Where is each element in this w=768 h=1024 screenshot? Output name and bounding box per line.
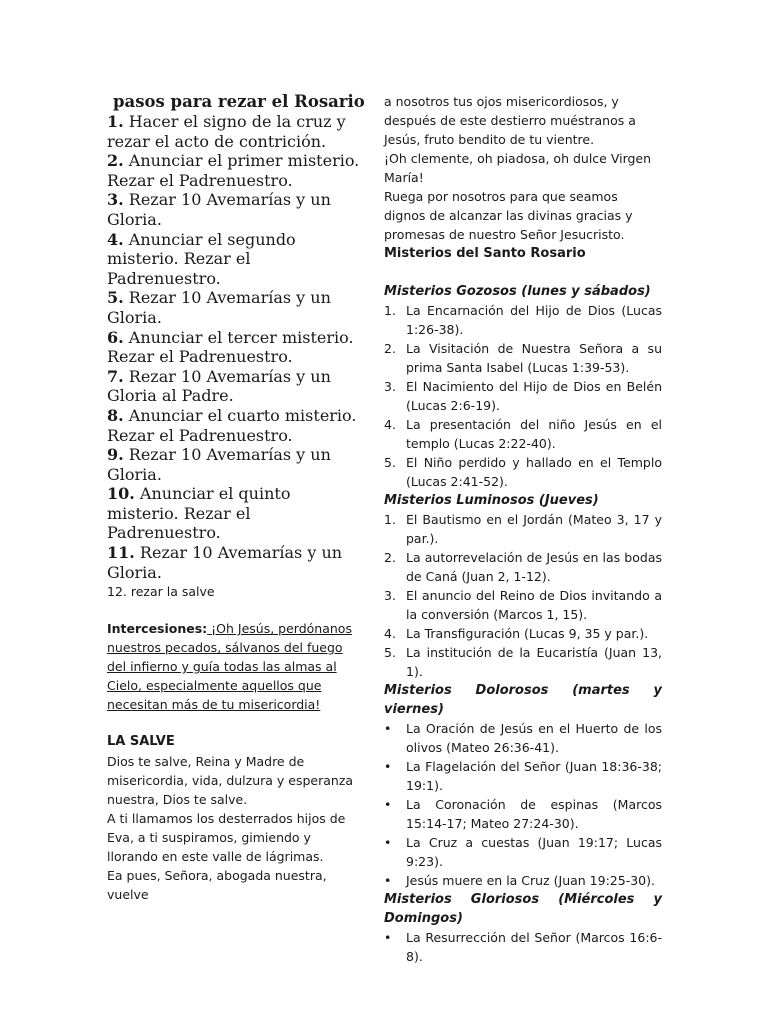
salve-continuation-2: ¡Oh clemente, oh piadosa, oh dulce Virgen María! xyxy=(384,151,652,185)
luminous-mysteries-list xyxy=(384,510,662,681)
list-item: 4. La presentación del niño Jesús en el templo (Lucas 2:22-40). xyxy=(384,417,662,451)
list-item: 3. El anuncio del Reino de Dios invitando a la conversión (Marcos 1, 15). xyxy=(384,588,662,622)
list-item: • La Oración de Jesús en el Huerto de los olivos (Mateo 26:36-41). xyxy=(384,721,662,755)
salve-continuation-3: Ruega por nosotros para que seamos dignos de alcanzar las divinas gracias y promesas de nuestro Señor Jesucristo. xyxy=(384,189,633,242)
joyful-mysteries-list xyxy=(384,301,662,491)
step-2: 2. Anunciar el primer misterio. Rezar el Padrenuestro. xyxy=(107,151,360,190)
salve-continuation-1: a nosotros tus ojos misericordiosos, y después de este destierro muéstranos a Jesús, fruto bendito de tu vientre. xyxy=(384,94,636,147)
salve-heading: LA SALVE xyxy=(107,734,175,750)
bullet-icon: • xyxy=(384,797,392,812)
salve-paragraph-1: Dios te salve, Reina y Madre de misericordia, vida, dulzura y esperanza nuestra, Dios te salve. xyxy=(107,754,354,808)
list-item: 1. El Bautismo en el Jordán (Mateo 3, 17 y par.). xyxy=(384,512,662,546)
sorrowful-mysteries-heading: Misterios Dolorosos (martes y viernes) xyxy=(384,683,662,717)
intercessions-label: Intercesiones: xyxy=(107,621,208,637)
glorious-mysteries-heading: Misterios Gloriosos (Miércoles y Domingos) xyxy=(384,892,662,926)
bullet-icon: • xyxy=(384,873,392,888)
step-3: 3. Rezar 10 Avemarías y un Gloria. xyxy=(107,190,331,229)
left-column xyxy=(107,92,365,904)
step-1: 1. Hacer el signo de la cruz y rezar el acto de contrición. xyxy=(107,112,346,151)
right-column xyxy=(384,92,662,966)
list-item: • La Coronación de espinas (Marcos 15:14-17; Mateo 27:24-30). xyxy=(384,797,662,831)
step-9: 9. Rezar 10 Avemarías y un Gloria. xyxy=(107,445,331,484)
list-item: • La Resurrección del Señor (Marcos 16:6-8). xyxy=(384,930,662,964)
step-12: 12. rezar la salve xyxy=(107,584,215,600)
bullet-icon: • xyxy=(384,835,392,850)
bullet-icon: • xyxy=(384,721,392,736)
step-5: 5. Rezar 10 Avemarías y un Gloria. xyxy=(107,288,331,327)
step-7: 7. Rezar 10 Avemarías y un Gloria al Padre. xyxy=(107,366,331,406)
rosary-steps-title: pasos para rezar el Rosario xyxy=(113,92,365,111)
glorious-mysteries-list xyxy=(384,928,662,966)
list-item: 5. La institución de la Eucaristía (Juan 13, 1). xyxy=(384,645,662,679)
step-6: 6. Anunciar el tercer misterio. Rezar el Padrenuestro. xyxy=(107,327,354,367)
salve-paragraph-3: Ea pues, Señora, abogada nuestra, vuelve xyxy=(107,868,327,903)
list-item: 2. La autorrevelación de Jesús en las bodas de Caná (Juan 2, 1-12). xyxy=(384,550,662,584)
step-10: 10. Anunciar el quinto misterio. Rezar el Padrenuestro. xyxy=(107,484,291,543)
bullet-icon: • xyxy=(384,930,392,945)
mysteries-heading: Misterios del Santo Rosario xyxy=(384,246,586,261)
list-item: 4. La Transfiguración (Lucas 9, 35 y par.). xyxy=(384,626,649,641)
intercessions xyxy=(107,619,365,714)
list-item: 5. El Niño perdido y hallado en el Templo (Lucas 2:41-52). xyxy=(384,455,662,489)
list-item: • La Cruz a cuestas (Juan 19:17; Lucas 9:23). xyxy=(384,835,662,869)
list-item: 1. La Encarnación del Hijo de Dios (Lucas 1:26-38). xyxy=(384,303,662,337)
list-item: 3. El Nacimiento del Hijo de Dios en Belén (Lucas 2:6-19). xyxy=(384,379,662,413)
sorrowful-mysteries-list xyxy=(384,719,662,890)
list-item: 2. La Visitación de Nuestra Señora a su prima Santa Isabel (Lucas 1:39-53). xyxy=(384,341,662,375)
list-item: • La Flagelación del Señor (Juan 18:36-38; 19:1). xyxy=(384,759,662,793)
joyful-mysteries-heading: Misterios Gozosos (lunes y sábados) xyxy=(384,284,651,299)
list-item: • Jesús muere en la Cruz (Juan 19:25-30). xyxy=(384,873,655,888)
salve-paragraph-2: A ti llamamos los desterrados hijos de Eva, a ti suspiramos, gimiendo y llorando en este valle de lágrimas. xyxy=(107,811,346,865)
bullet-icon: • xyxy=(384,759,392,774)
intercessions-text: ¡Oh Jesús, perdónanos nuestros pecados, sálvanos del fuego del infierno y guía todas las almas al Cielo, especialmente aquellos que necesitan más de tu misericordia! xyxy=(107,621,352,713)
step-4: 4. Anunciar el segundo misterio. Rezar el Padrenuestro. xyxy=(107,229,296,288)
step-8: 8. Anunciar el cuarto misterio. Rezar el Padrenuestro. xyxy=(107,405,357,445)
step-11: 11. Rezar 10 Avemarías y un Gloria. xyxy=(107,543,343,582)
luminous-mysteries-heading: Misterios Luminosos (Jueves) xyxy=(384,493,599,508)
